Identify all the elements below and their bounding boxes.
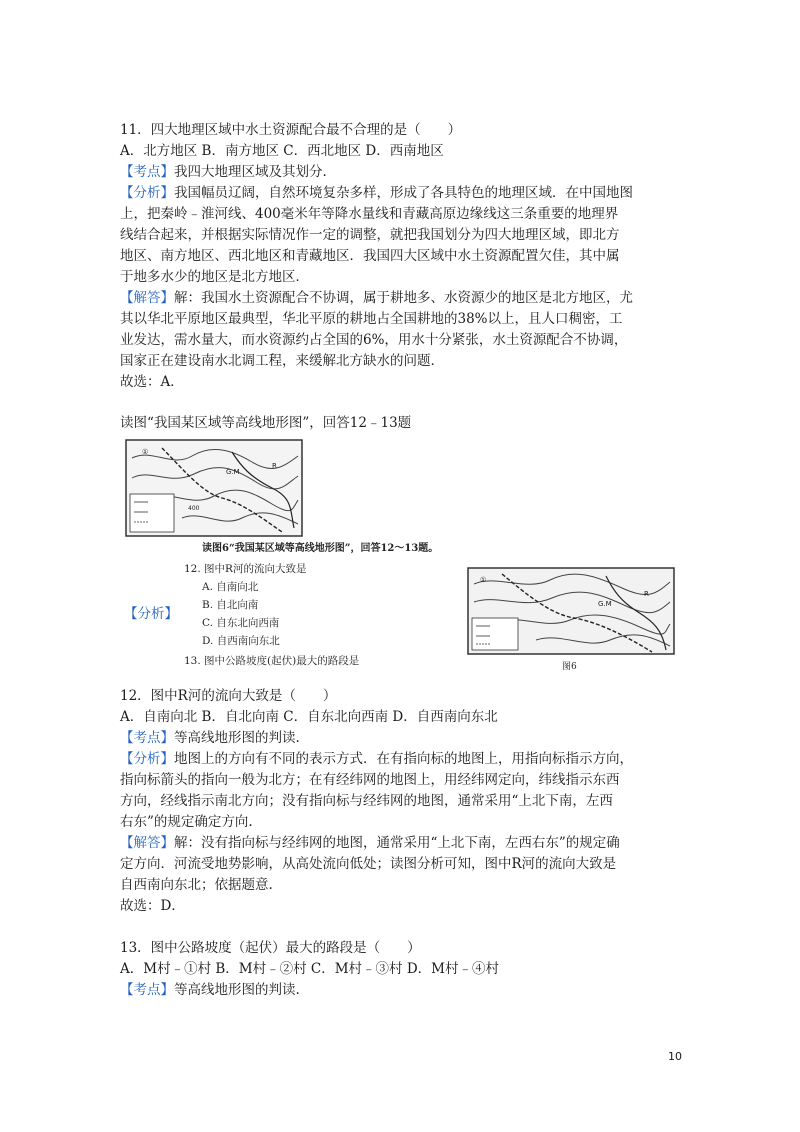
fenxi-tag: 【分析】 (120, 185, 174, 201)
page-number: 10 (668, 1050, 682, 1063)
scan-q12-option-b: B. 自北向南 (202, 599, 259, 611)
q12-fenxi-line-1 (120, 749, 633, 769)
q12-title: 12．图中R河的流向大致是（ ） (120, 688, 337, 704)
q12-fenxi-line-4: 右东”的规定确定方向. (120, 814, 253, 830)
svg-text:400: 400 (188, 505, 200, 512)
fenxi-text: 我国幅员辽阔，自然环境复杂多样，形成了各具特色的地理区域．在中国地图 (174, 185, 633, 201)
contour-map-figure-top (122, 438, 478, 556)
svg-text:R: R (272, 462, 277, 470)
scan-q12-option-c: C. 自东北向西南 (202, 617, 280, 629)
scan-q12-option-d: D. 自西南向东北 (202, 635, 280, 647)
q11-jieda-line-1 (120, 288, 633, 308)
q11-fenxi-line-2: 上，把秦岭﹣淮河线、400毫米年等降水量线和青藏高原边缘线这三条重要的地理界 (120, 206, 619, 222)
q11-answer: 故选：A． (120, 374, 184, 390)
kaodian-tag: 【考点】 (120, 730, 174, 746)
q13-kaodian (120, 980, 300, 1000)
fenxi-text: 地图上的方向有不同的表示方式．在有指向标的地图上，用指向标指示方向， (174, 751, 633, 767)
svg-text:R: R (644, 590, 649, 598)
q11-fenxi-line-1 (120, 183, 633, 203)
fenxi-tag-figure: 【分析】 (124, 606, 178, 622)
scanned-question-block (122, 543, 678, 676)
contour-map-image (122, 438, 478, 556)
q12-jieda-line-1 (120, 833, 620, 853)
scan-q12-option-a: A. 自南向北 (202, 581, 259, 593)
jieda-text: 解：我国水土资源配合不协调，属于耕地多、水资源少的地区是北方地区，尤 (174, 290, 633, 306)
q11-fenxi-line-3: 线结合起来，并根据实际情况作一定的调整，就把我国划分为四大地理区域，即北方 (120, 227, 620, 243)
figure-label: 图6 (562, 662, 577, 672)
q11-kaodian (120, 162, 327, 182)
figure-caption: 读图6“我国某区域等高线地形图”，回答12～13题。 (202, 543, 439, 554)
scan-q12-title: 12. 图中R河的流向大致是 (184, 563, 307, 575)
q11-fenxi-line-4: 地区、南方地区、西北地区和青藏地区．我国四大区域中水土资源配置欠佳，其中属 (120, 248, 620, 264)
kaodian-text: 我四大地理区域及其划分. (174, 164, 327, 180)
jieda-tag: 【解答】 (120, 835, 174, 851)
q13-title: 13．图中公路坡度（起伏）最大的路段是（ ） (120, 940, 421, 956)
q12-options: A．自南向北 B．自北向南 C．自东北向西南 D．自西南向东北 (120, 709, 498, 725)
q13-options: A．M村﹣①村 B．M村﹣②村 C．M村﹣③村 D．M村﹣④村 (120, 961, 499, 977)
q11-options: A．北方地区 B．南方地区 C．西北地区 D．西南地区 (120, 143, 444, 159)
q12-kaodian (120, 728, 300, 748)
fenxi-tag: 【分析】 (120, 751, 174, 767)
q12-jieda-line-2: 定方向．河流受地势影响，从高处流向低处；读图分析可知，图中R河的流向大致是 (120, 856, 617, 872)
svg-text:①: ① (142, 448, 149, 456)
contour-map-thumbnail (466, 566, 678, 658)
kaodian-text: 等高线地形图的判读. (174, 982, 300, 998)
q12-fenxi-line-3: 方向，经线指示南北方向；没有指向标与经纬网的地图，通常采用“上北下南，左西 (120, 793, 613, 809)
q12-answer: 故选：D． (120, 898, 185, 914)
q12-fenxi-line-2: 指向标箭头的指向一般为北方；在有经纬网的地图上，用经纬网定向，纬线指示东西 (120, 772, 620, 788)
read-figure-intro: 读图“我国某区域等高线地形图”，回答12﹣13题 (120, 415, 412, 431)
jieda-text: 解：没有指向标与经纬网的地图，通常采用“上北下南，左西右东”的规定确 (174, 835, 620, 851)
kaodian-tag: 【考点】 (120, 982, 174, 998)
kaodian-text: 等高线地形图的判读. (174, 730, 300, 746)
jieda-tag: 【解答】 (120, 290, 174, 306)
svg-text:①: ① (480, 576, 487, 584)
q11-jieda-line-2: 其以华北平原地区最典型，华北平原的耕地占全国耕地的38%以上，且人口稠密，工 (120, 311, 623, 327)
scan-q13-title: 13. 图中公路坡度(起伏)最大的路段是 (184, 655, 360, 667)
kaodian-tag: 【考点】 (120, 164, 174, 180)
svg-text:G.M: G.M (226, 468, 240, 476)
q12-jieda-line-3: 自西南向东北；依据题意. (120, 877, 273, 893)
svg-text:G.M: G.M (598, 600, 612, 608)
q11-jieda-line-3: 业发达，需水量大，而水资源约占全国的6%，用水十分紧张，水土资源配合不协调， (120, 332, 628, 348)
q11-title: 11．四大地理区域中水土资源配合最不合理的是（ ） (120, 122, 462, 138)
q11-jieda-line-4: 国家正在建设南水北调工程，来缓解北方缺水的问题． (120, 353, 444, 369)
q11-fenxi-line-5: 于地多水少的地区是北方地区． (120, 269, 309, 285)
